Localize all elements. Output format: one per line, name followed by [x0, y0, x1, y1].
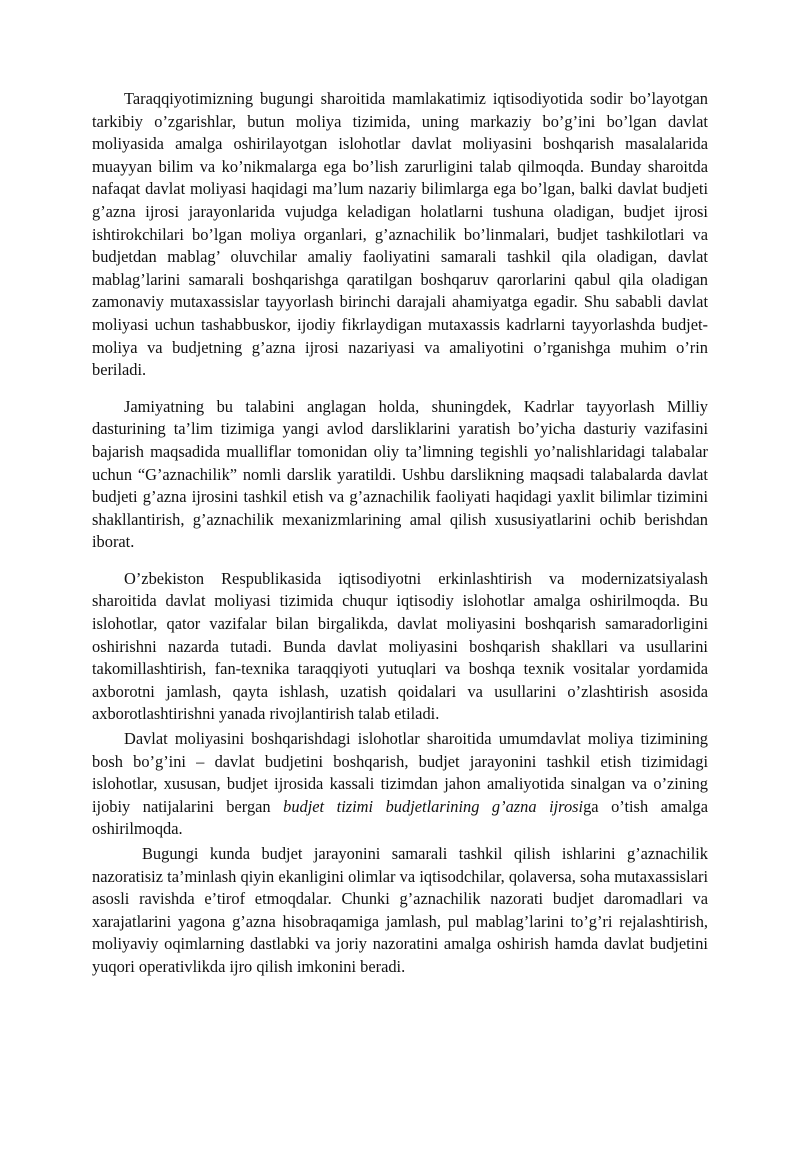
- paragraph-4: [92, 728, 708, 841]
- paragraph-4-text-before: Davlat moliyasini boshqarishdagi islohotlar sharoitida umumdavlat moliya tizimining bosh bo’g’ini – davlat budjetini boshqarish, budjet jarayonini tashkil etish tizimidagi islohotlar, xususan, budjet ijrosida kassali tizimdan jahon amaliyotida sinalgan va o’zining ijobiy natijalarini bergan: [92, 729, 708, 816]
- paragraph-5: Bugungi kunda budjet jarayonini samarali tashkil qilish ishlarini g’aznachilik nazoratisiz ta’minlash qiyin ekanligini olimlar va iqtisodchilar, qolaversa, soha mutaxassislari asosli ravishda e’tirof etmoqdalar. Chunki g’aznachilik nazorati budjet daromadlari va xarajatlarini yagona g’azna hisobraqamiga jamlash, pul mablag’larini to’g’ri rejalashtirish, moliyaviy oqimlarning dastlabki va joriy nazoratini amalga oshirish hamda davlat budjetini yuqori operativlikda ijro qilish imkonini beradi.: [92, 844, 708, 976]
- paragraph-4-text-after: ga o’tish amalga oshirilmoqda.: [92, 796, 708, 839]
- paragraph-1: Taraqqiyotimizning bugungi sharoitida mamlakatimiz iqtisodiyotida sodir bo’layotgan tarkibiy o’zgarishlar, butun moliya tizimida, uning markaziy bo’g’ini bo’lgan davlat moliyasida amalga oshirilayotgan islohotlar davlat moliyasini boshqarish masalalarida muayyan bilim va ko’nikmalarga ega bo’lish zarurligini talab qilmoqda. Bunday sharoitda nafaqat davlat moliyasi haqidagi ma’lum nazariy bilimlarga ega bo’lgan, balki davlat budjeti g’azna ijrosi jarayonlarida vujudga keladigan holatlarni tushuna oladigan, budjet ijrosi ishtirokchilari bo’lgan moliya organlari, g’aznachilik bo’linmalari, budjet tashkilotlari va budjetdan mablag’ oluvchilar amaliy faoliyatini samarali tashkil qila oladigan, davlat mablag’larini samarali boshqarishga qaratilgan boshqaruv qarorlarini qabul qila oladigan zamonaviy mutaxassislar tayyorlash birinchi darajali ahamiyatga egadir. Shu sababli davlat moliyasi uchun tashabbuskor, ijodiy fikrlaydigan mutaxassis kadrlarni tayyorlashda budjet-moliya va budjetning g’azna ijrosi nazariyasi va amaliyotini o’rganishga muhim o’rin beriladi.: [92, 89, 708, 380]
- paragraph-4-italic-term: budjet tizimi budjetlarining g’azna ijrosi: [283, 796, 584, 816]
- paragraph-3: O’zbekiston Respublikasida iqtisodiyotni erkinlashtirish va modernizatsiyalash sharoitida davlat moliyasi tizimida chuqur iqtisodiy islohotlar amalga oshirilmoqda. Bu islohotlar, qator vazifalar bilan birgalikda, davlat moliyasini boshqarish samaradorligini oshirishni nazarda tutadi. Bunda davlat moliyasini boshqarish shakllari va usullarini takomillashtirish, fan-texnika taraqqiyoti yutuqlari va boshqa texnik vositalar yordamida axborotni jamlash, qayta ishlash, uzatish qoidalari va usullarini o’zlashtirish asosida axborotlashtirishni yanada rivojlantirish talab etiladi.: [92, 568, 708, 724]
- paragraph-2: Jamiyatning bu talabini anglagan holda, shuningdek, Kadrlar tayyorlash Milliy dasturining ta’lim tizimiga yangi avlod darsliklarini yaratish bo’yicha dasturiy vazifasini bajarish maqsadida mualliflar tomonidan oliy ta’limning tegishli yo’nalishlaridagi talabalar uchun “G’aznachilik” nomli darslik yaratildi. Ushbu darslikning maqsadi talabalarda davlat budjeti g’azna ijrosini tashkil etish va g’aznachilik faoliyati haqidagi yaxlit bilimlar tizimini shakllantirish, g’aznachilik mexanizmlarining amal qilish xususiyatlarini ochib berishdan iborat.: [92, 396, 708, 552]
